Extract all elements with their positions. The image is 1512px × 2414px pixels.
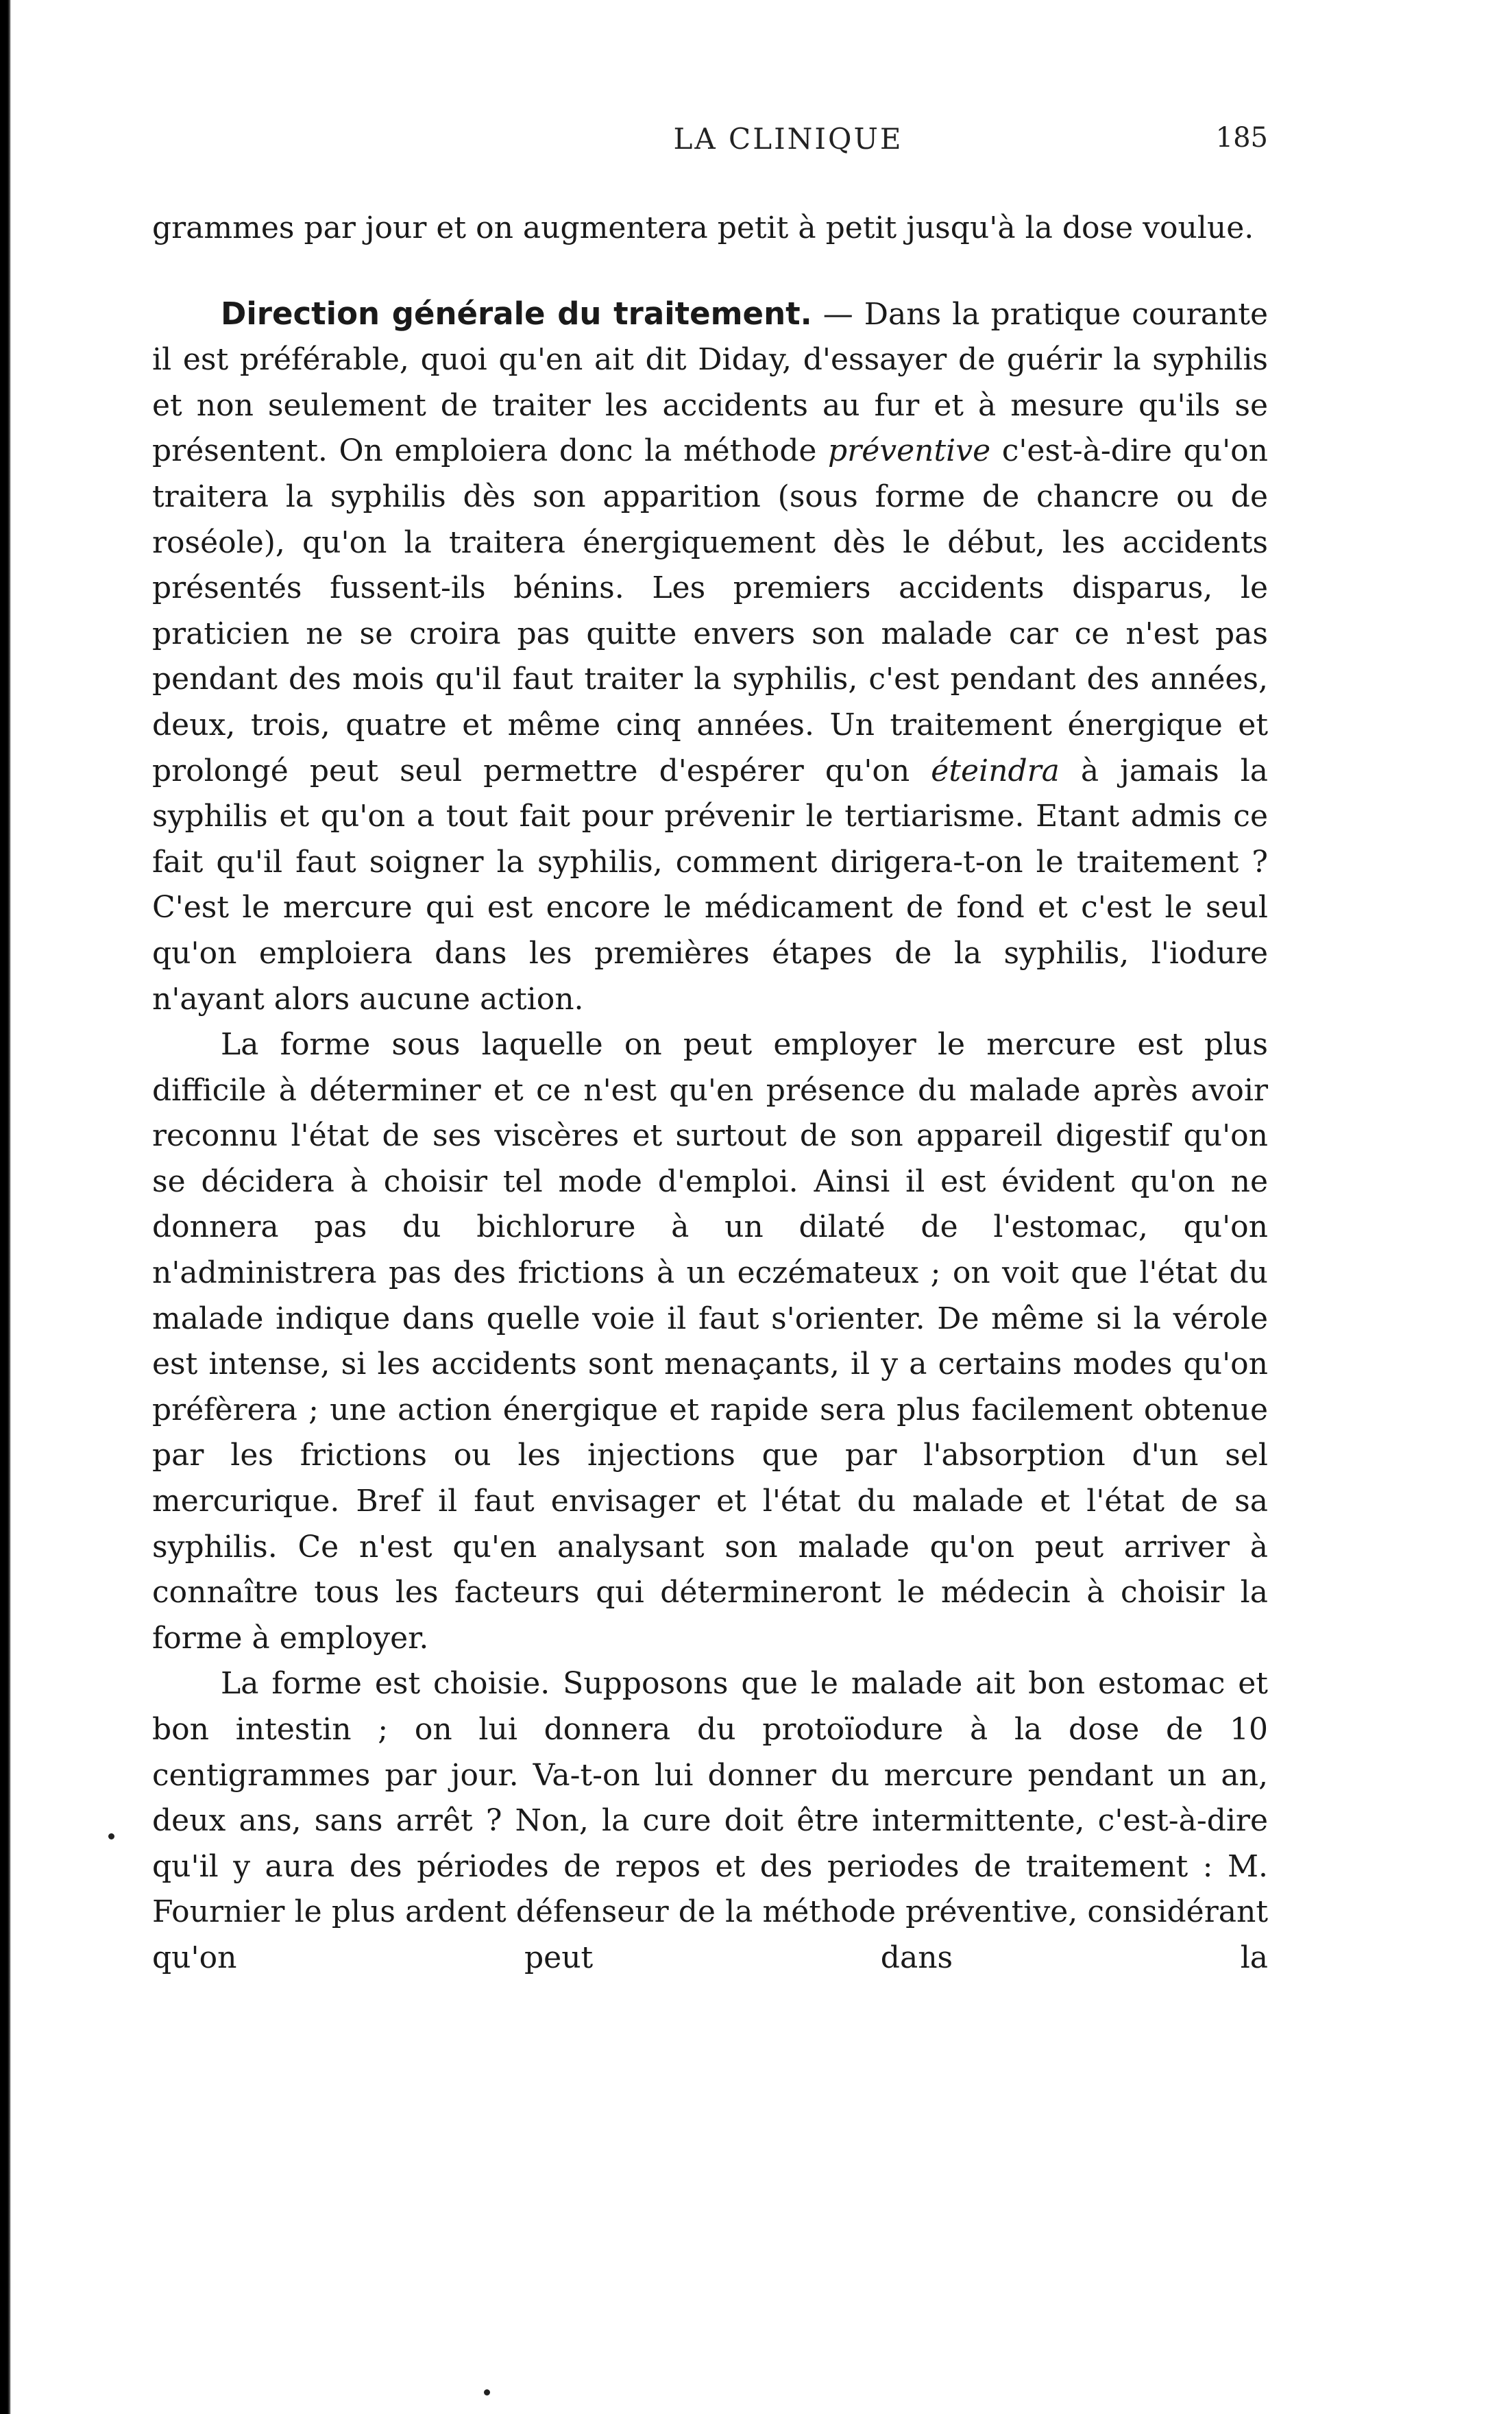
section-gap [152,252,1268,291]
paragraph-text: c'est-à-dire qu'on traitera la syphilis dès son apparition (sous forme de chancre ou de roséole), qu'on la traitera énergiquement dès le début, les accidents présentés fussent-ils bénins. Les premiers accidents disparus, le praticien ne se croira pas quitte envers son malade car ce n'est pas pendant des mois qu'il faut traiter la syphilis, c'est pendant des années, deux, trois, quatre et même cinq années. Un traitement énergique et prolongé peut seul permettre d'espérer qu'on [152,433,1268,788]
page-number: 185 [1215,122,1268,154]
italic-term: éteindra [931,753,1060,788]
paragraph-direction-generale [152,291,1268,1023]
page-body [152,206,1268,1981]
margin-speck [108,1833,114,1839]
paragraph-forme-choisie: La forme est choisie. Supposons que le malade ait bon estomac et bon intestin ; on lui donnera du protoïodure à la dose de 10 centigrammes par jour. Va-t-on lui donner du mercure pendant un an, deux ans, sans arrêt ? Non, la cure doit être intermittente, c'est-à-dire qu'il y aura des périodes de repos et des periodes de traitement : M. Fournier le plus ardent défenseur de la méthode préventive, considérant qu'on peut dans la [152,1666,1268,1975]
paragraph-forme-mercure: La forme sous laquelle on peut employer le mercure est plus difficile à déterminer et ce n'est qu'en présence du malade après avoir reconnu l'état de ses viscères et surtout de son appareil digestif qu'on se décidera à choisir tel mode d'emploi. Ainsi il est évident qu'on ne donnera pas du bichlorure à un dilaté de l'estomac, qu'on n'administrera pas des frictions à un eczémateux ; on voit que l'état du malade indique dans quelle voie il faut s'orienter. De même si la vérole est intense, si les accidents sont menaçants, il y a certains modes qu'on préfèrera ; une action énergique et rapide sera plus facilement obtenue par les frictions ou les injections que par l'absorption d'un sel mercurique. Bref il faut envisager et l'état du malade et l'état de sa syphilis. Ce n'est qu'en analysant son malade qu'on peut arriver à connaître tous les facteurs qui détermineront le médecin à choisir la forme à employer. [152,1027,1268,1656]
bottom-speck [484,2389,490,2395]
section-heading: Direction générale du traitement. [221,295,812,332]
page-header [158,122,1268,163]
italic-term: préventive [828,433,991,469]
paragraph-text: — Dans la pratique courante il est préférable, quoi qu'en ait dit Diday, d'essayer de guérir la syphilis et non seulement de traiter les accidents au fur et à mesure qu'ils se présentent. On emploiera donc la méthode [152,296,1269,469]
page-binding-edge [0,0,11,2414]
paragraph-text: à jamais la syphilis et qu'on a tout fait pour prévenir le tertiarisme. Etant admis ce fait qu'il faut soigner la syphilis, comment dirigera-t-on le traitement ? C'est le mercure qui est encore le médicament de fond et c'est le seul qu'on emploiera dans les premières étapes de la syphilis, l'iodure n'ayant alors aucune action. [152,753,1268,1017]
running-title: LA CLINIQUE [673,122,903,156]
paragraph-continuation: grammes par jour et on augmentera petit à petit jusqu'à la dose voulue. [152,210,1254,245]
